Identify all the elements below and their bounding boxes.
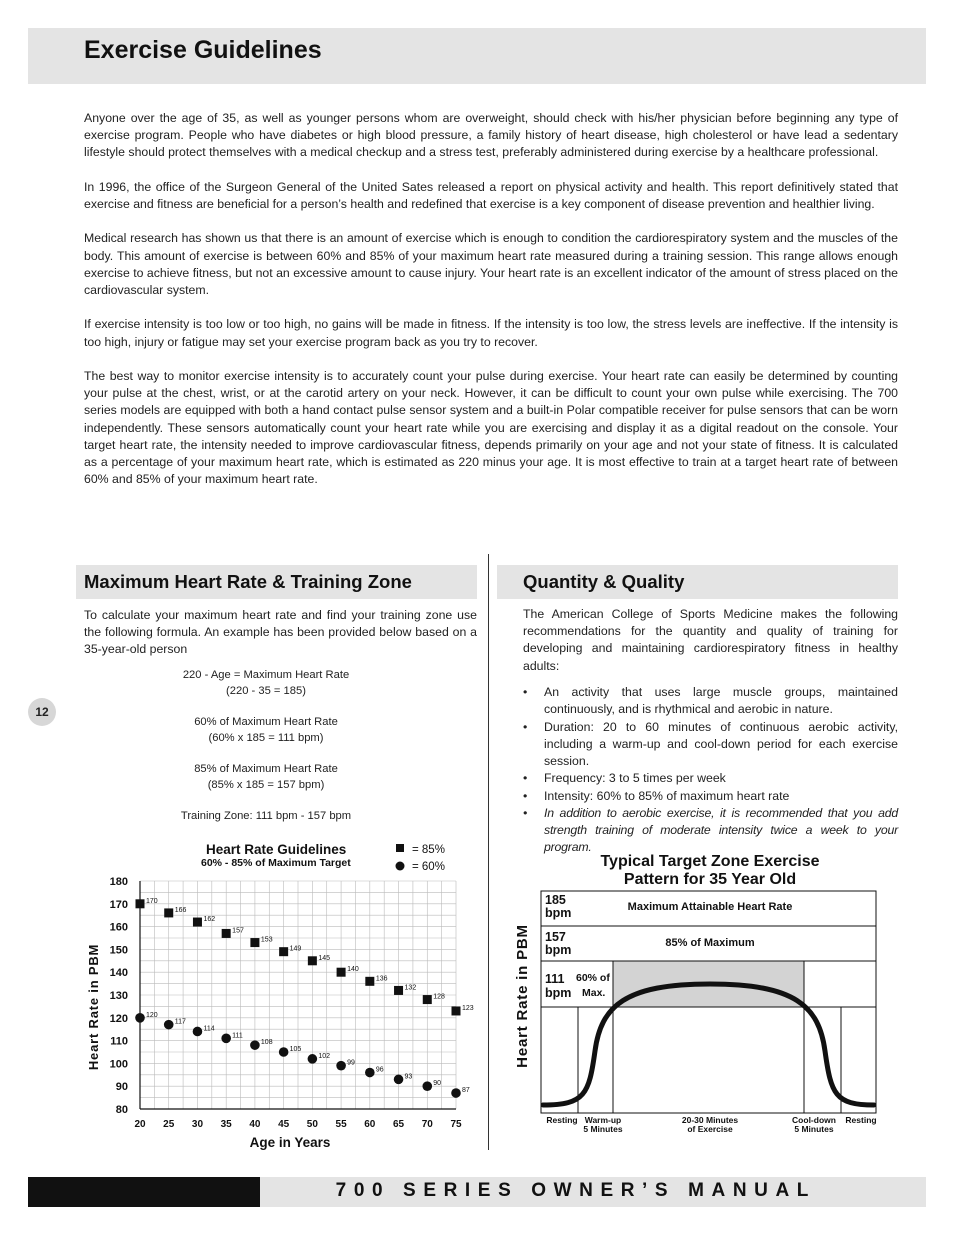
y-tick-label: 100 — [109, 1058, 128, 1071]
x-tick-label: 30 — [191, 1119, 204, 1130]
data-point-85 — [452, 1006, 461, 1015]
data-label: 111 — [232, 1032, 243, 1040]
phase-label-line2: of Exercise — [687, 1124, 733, 1134]
level-157-label: 85% of Maximum — [665, 937, 755, 949]
data-point-85 — [136, 899, 145, 908]
data-point-85 — [308, 956, 317, 965]
list-item-text: Intensity: 60% to 85% of maximum heart rate — [544, 788, 790, 803]
list-item — [523, 684, 898, 718]
x-tick-label: 50 — [306, 1119, 318, 1130]
data-label: 123 — [462, 1004, 474, 1012]
bullet-glyph: • — [523, 788, 528, 803]
intro-paragraph: If exercise intensity is too low or too high, no gains will be made in fitness. If the intensity is too low, the stress levels are ineffective. If the intensity is too high, injury or fatigue may set your exercise program back as you try to recover. — [84, 317, 898, 349]
y-tick-label: 140 — [109, 967, 128, 980]
data-point-85 — [164, 908, 173, 917]
data-point-85 — [337, 968, 346, 977]
y-tick-label: 80 — [115, 1104, 128, 1116]
level-111-label: 60% of — [576, 972, 610, 984]
x-tick-label: 25 — [163, 1119, 175, 1130]
left-section-title: Maximum Heart Rate & Training Zone — [84, 571, 412, 592]
formula-line: 220 - Age = Maximum Heart Rate — [182, 669, 350, 681]
level-111-unit: bpm — [545, 986, 572, 1000]
legend-circle-marker — [396, 862, 405, 871]
data-label: 90 — [433, 1080, 442, 1088]
bullet-glyph: • — [523, 806, 528, 820]
data-label: 170 — [146, 897, 158, 905]
list-item-text: In addition to aerobic exercise, it is recommended that you add strength training of moderate intensity twice a week to your program. — [544, 806, 898, 854]
data-point-60 — [308, 1054, 318, 1064]
level-157-unit: bpm — [545, 943, 572, 957]
data-label: 132 — [404, 984, 417, 992]
bullet-glyph: • — [523, 685, 528, 699]
y-tick-label: 150 — [109, 944, 128, 957]
data-point-85 — [193, 918, 202, 927]
intro-paragraph: In 1996, the office of the Surgeon General of the United Sates released a report on physical activity and health. This report definitively stated that exercise and fitness are beneficial for a person’s health and redefined that exercise is a key component of disease prevention and healthier living. — [84, 179, 898, 211]
data-label: 162 — [203, 916, 216, 924]
y-tick-label: 110 — [110, 1035, 128, 1048]
chart-x-axis-label: Age in Years — [249, 1135, 331, 1150]
data-label: 114 — [203, 1025, 215, 1033]
chart-title: Heart Rate Guidelines — [206, 842, 347, 857]
bullet-glyph: • — [523, 771, 528, 785]
level-185-value: 185 — [545, 893, 566, 907]
list-item — [523, 788, 898, 805]
data-label: 153 — [260, 936, 273, 944]
formula-line: Training Zone: 111 bpm - 157 bpm — [180, 810, 352, 822]
list-item-text: Frequency: 3 to 5 times per week — [544, 771, 726, 785]
data-point-85 — [279, 947, 288, 956]
x-tick-label: 70 — [421, 1119, 433, 1130]
data-label: 128 — [433, 993, 445, 1001]
zone-chart-title: Typical Target Zone Exercise — [600, 853, 820, 870]
y-tick-label: 170 — [109, 898, 128, 911]
y-tick-label: 180 — [109, 876, 128, 888]
phase-label: Resting — [546, 1115, 578, 1125]
intro-paragraph: Medical research has shown us that there is an amount of exercise which is enough to condition the cardiorespiratory system and the muscles of the body. This amount of exercise is between 60% and 85% of your maximum heart rate measured during a training session. This range allows enough exercise to achieve fitness, but not an excessive amount to cause injury. Your heart rate is an excellent indicator of the amount of stress placed on the cardiovascular system. — [84, 231, 898, 297]
zone-chart-title-line2: Pattern for 35 Year Old — [623, 871, 797, 888]
x-tick-label: 35 — [220, 1119, 232, 1130]
data-label: 99 — [347, 1059, 355, 1067]
data-point-60 — [336, 1061, 346, 1071]
formula-max — [150, 667, 382, 699]
data-label: 102 — [318, 1052, 331, 1060]
column-divider — [488, 554, 489, 1150]
data-point-60 — [164, 1020, 174, 1030]
phase-label: Resting — [845, 1115, 877, 1125]
data-label: 96 — [375, 1066, 384, 1074]
y-tick-label: 120 — [109, 1012, 128, 1025]
phase-label-line2: 5 Minutes — [794, 1124, 834, 1134]
intro-paragraph: Anyone over the age of 35, as well as younger persons whom are overweight, should check with his/her physician before beginning any type of exercise program. People who have diabetes or high blood pressure, a family history of heart disease, high cholesterol or have lead a sedentary lifestyle should protect themselves with a medical checkup and a stress test, preferably administered during exercise by a healthcare professional. — [84, 111, 898, 160]
formula-line: (220 - 35 = 185) — [226, 685, 306, 697]
list-item-text: Duration: 20 to 60 minutes of continuous aerobic activity, including a warm-up and cool-down period for each exercise session. — [544, 719, 898, 768]
x-tick-label: 75 — [450, 1119, 462, 1130]
list-item — [523, 719, 898, 770]
x-tick-label: 65 — [392, 1119, 405, 1130]
bullet-glyph: • — [523, 719, 528, 734]
list-item — [523, 770, 898, 787]
level-185-label: Maximum Attainable Heart Rate — [627, 901, 793, 913]
formula-60 — [150, 714, 382, 746]
legend-square-marker — [396, 844, 404, 852]
formula-line: 85% of Maximum Heart Rate — [194, 763, 338, 775]
data-label: 145 — [318, 954, 331, 962]
data-point-60 — [250, 1040, 260, 1050]
x-tick-label: 60 — [364, 1119, 376, 1130]
formula-85 — [150, 761, 382, 793]
level-157-value: 157 — [545, 930, 566, 944]
list-item-text: An activity that uses large muscle groups, maintained continuously, and is rhythmical and aerobic in nature. — [544, 685, 898, 716]
intro-text — [84, 110, 898, 506]
x-tick-label: 55 — [335, 1119, 347, 1130]
data-label: 140 — [347, 966, 359, 974]
formula-line: (60% x 185 = 111 bpm) — [208, 732, 324, 744]
data-point-60 — [279, 1047, 289, 1057]
legend-85-label: = 85% — [412, 844, 445, 856]
chart-y-axis-label: Heart Rate in PBM — [86, 943, 101, 1071]
x-tick-label: 45 — [278, 1119, 290, 1130]
footer-black-block — [28, 1177, 260, 1207]
right-section-intro: The American College of Sports Medicine makes the following recommendations for the quantity and quality of training for developing and maintaining cardiorespiratory fitness in healthy adults: — [523, 607, 898, 673]
data-label: 136 — [375, 975, 388, 983]
data-point-60 — [365, 1068, 375, 1078]
formula-line: (85% x 185 = 157 bpm) — [207, 779, 325, 791]
recommendation-list — [523, 684, 898, 857]
footer-title: 700 SERIES OWNER’S MANUAL — [335, 1180, 816, 1201]
data-label: 105 — [289, 1046, 302, 1053]
level-111-label-line2: Max. — [582, 987, 606, 999]
data-point-60 — [422, 1081, 432, 1091]
phase-label: Cool-down — [792, 1115, 836, 1125]
y-tick-label: 130 — [109, 990, 128, 1002]
phase-label: 20-30 Minutes — [681, 1115, 739, 1125]
legend-60-label: = 60% — [412, 861, 445, 873]
data-point-85 — [394, 986, 403, 995]
formula-zone — [150, 808, 382, 824]
data-label: 87 — [462, 1087, 470, 1095]
data-point-60 — [193, 1027, 203, 1037]
level-111-value: 111 — [545, 972, 565, 986]
intro-paragraph: The best way to monitor exercise intensity is to accurately count your pulse during exercise. Your heart rate can easily be determined by counting your pulse at the chest, wrist, or at the carotid artery on your neck. However, it can be difficult to count your own pulse while exercising. The 700 series models are equipped with both a hand contact pulse sensor system and a built-in Polar compatible receiver for pulse sensors that can be worn independently. These sensors automatically count your heart rate while you are exercising and display it as a digital readout on the console. Your target heart rate, the intensity needed to improve cardiovascular fitness, depends primarily on your age and not your state of fitness. It is calculated as a percentage of your maximum heart rate, which is estimated as 220 minus your age. It is most effective to train at a target heart rate of between 60% and 85% of your maximum heart rate. — [84, 368, 898, 487]
phase-label-line2: 5 Minutes — [583, 1124, 623, 1134]
y-tick-label: 90 — [115, 1081, 128, 1094]
chart-grid — [110, 876, 462, 1130]
data-label: 117 — [174, 1018, 186, 1026]
left-section-intro: To calculate your maximum heart rate and find your training zone use the following formula. An example has been provided below based on a 35-year-old person — [84, 608, 477, 657]
data-point-85 — [250, 938, 259, 947]
y-tick-label: 160 — [109, 921, 128, 934]
data-label: 149 — [289, 945, 302, 953]
data-point-60 — [394, 1075, 404, 1085]
x-tick-label: 40 — [249, 1119, 261, 1130]
chart-subtitle: 60% - 85% of Maximum Target — [201, 857, 351, 869]
zone-chart-y-axis-label: Heart Rate in PBM — [514, 924, 531, 1068]
data-point-85 — [222, 929, 231, 938]
data-label: 120 — [146, 1011, 158, 1019]
data-label: 93 — [404, 1073, 413, 1081]
page-title: Exercise Guidelines — [84, 36, 322, 64]
formula-line: 60% of Maximum Heart Rate — [194, 716, 338, 728]
target-zone-pattern-chart — [505, 846, 900, 1141]
data-point-60 — [451, 1088, 461, 1098]
page-number: 12 — [28, 698, 56, 726]
heart-rate-guidelines-chart — [76, 836, 476, 1156]
data-point-60 — [221, 1034, 231, 1044]
chart-marks — [135, 898, 474, 1098]
data-point-85 — [423, 995, 432, 1004]
data-point-85 — [365, 977, 374, 986]
right-section-title: Quantity & Quality — [523, 571, 685, 592]
data-label: 108 — [260, 1039, 273, 1047]
data-label: 166 — [174, 906, 187, 914]
level-185-unit: bpm — [545, 906, 572, 920]
x-tick-label: 20 — [134, 1119, 146, 1130]
data-point-60 — [135, 1013, 145, 1023]
phase-label: Warm-up — [584, 1115, 622, 1125]
data-label: 157 — [232, 927, 244, 935]
